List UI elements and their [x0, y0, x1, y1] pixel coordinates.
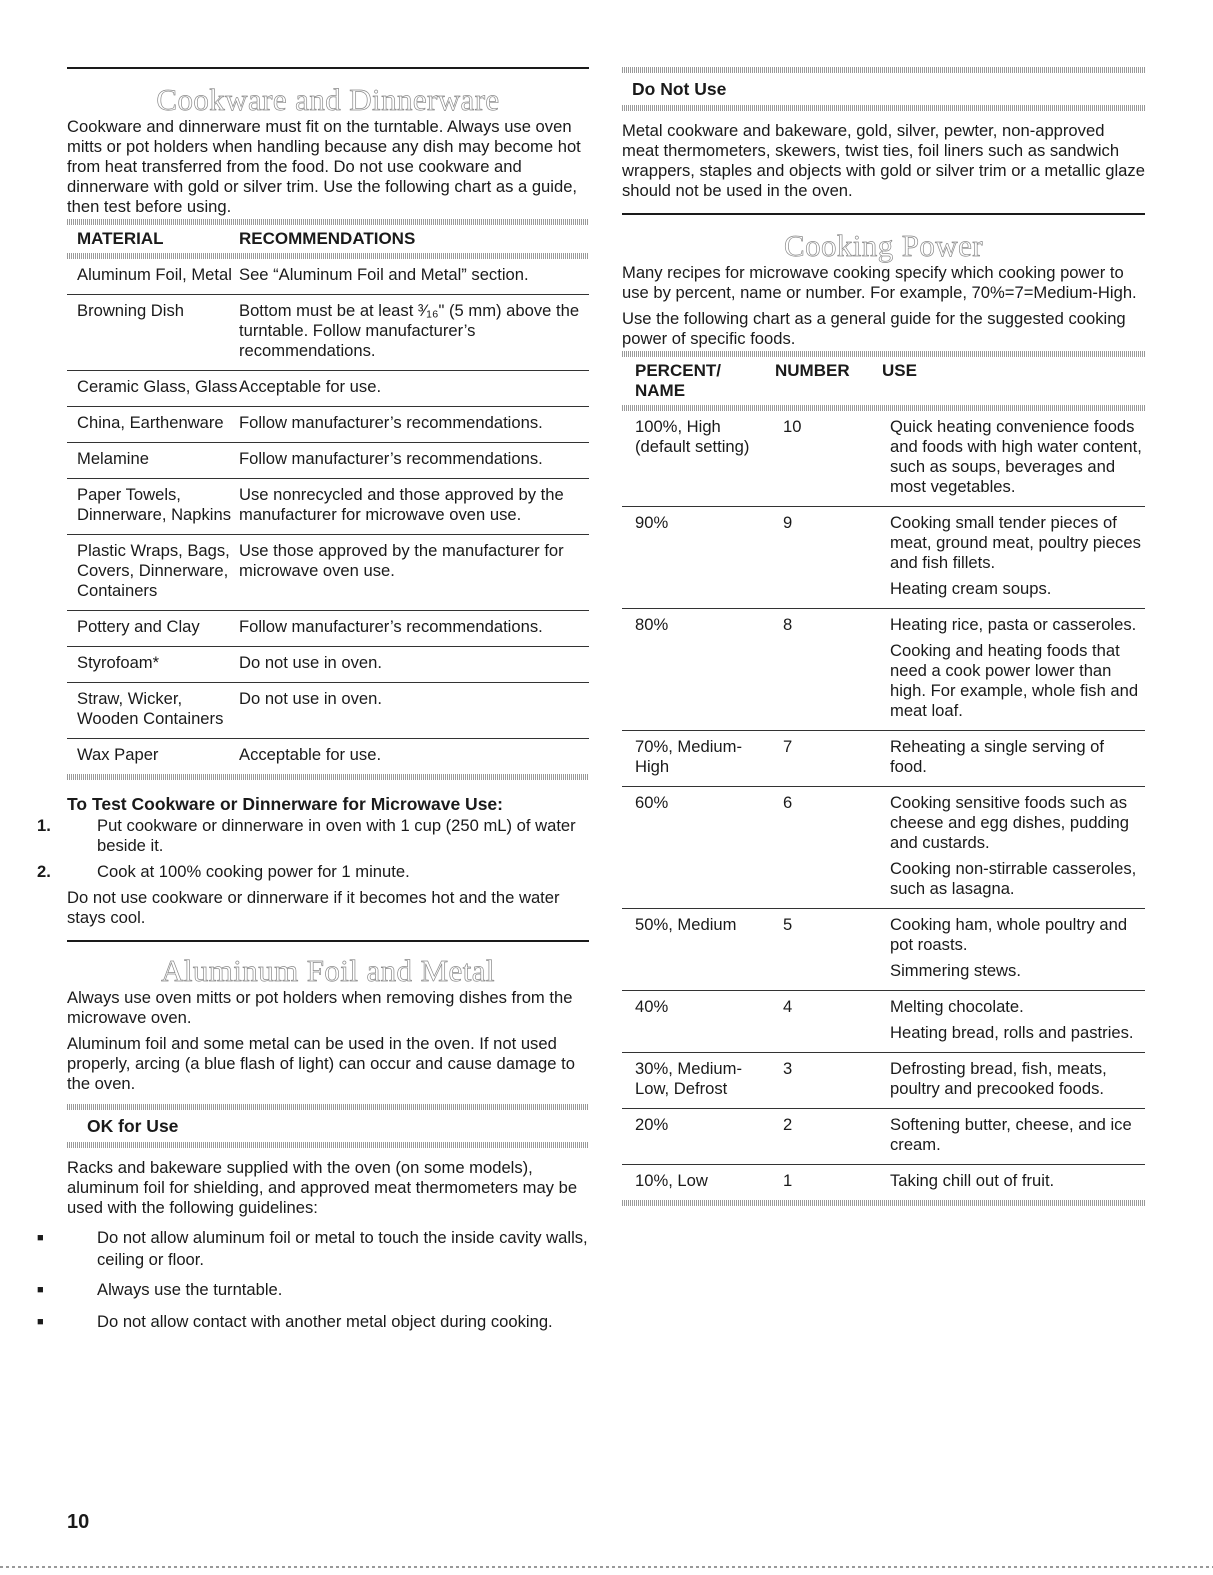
use-cell: [890, 507, 1145, 609]
dotted-rule: [622, 351, 1145, 357]
table-row: [67, 259, 589, 295]
dotted-rule: [622, 105, 1145, 111]
material-cell: Paper Towels, Dinnerware, Napkins: [77, 485, 232, 524]
dotted-rule: [622, 405, 1145, 411]
table-row: [67, 739, 589, 775]
use-text: Cooking sensitive foods such as cheese and egg dishes, pudding and custards.: [890, 793, 1129, 852]
percent-cell: 50%, Medium: [635, 915, 737, 934]
number-cell: 10: [783, 417, 802, 436]
material-cell: Straw, Wicker, Wooden Containers: [77, 689, 224, 728]
table-row: [622, 1109, 1145, 1165]
table-row: [622, 411, 1145, 507]
use-cell: [890, 909, 1145, 991]
use-text: Cooking non-stirrable casseroles, such as lasagna.: [890, 859, 1137, 898]
number-cell: 6: [783, 793, 793, 812]
number-cell: 7: [783, 737, 793, 756]
table-row: [67, 371, 589, 407]
recommendation-cell: Acceptable for use.: [239, 745, 382, 764]
percent-cell: 40%: [635, 997, 669, 1016]
percent-cell: 30%, Medium-Low, Defrost: [635, 1059, 742, 1098]
percent-cell: 10%, Low: [635, 1171, 708, 1190]
use-text: Cooking small tender pieces of meat, ground meat, poultry pieces and fish fillets.: [890, 513, 1141, 572]
use-text: Cooking and heating foods that need a cook power lower than high. For example, whole fish and meat loaf.: [890, 641, 1139, 720]
ok-bullets: [37, 1228, 589, 1334]
table-row: [67, 295, 589, 371]
test-steps: [37, 816, 589, 882]
use-text: Reheating a single serving of food.: [890, 737, 1105, 776]
test-step: 2. Cook at 100% cooking power for 1 minute.: [37, 862, 410, 881]
header-use: USE: [882, 361, 917, 380]
header-recommendations: RECOMMENDATIONS: [239, 229, 416, 248]
page-bottom-edge: [0, 1566, 1213, 1568]
use-cell: [890, 991, 1145, 1053]
ok-heading: OK for Use: [87, 1116, 179, 1136]
dotted-rule: [67, 774, 589, 780]
cooking-power-p1: Many recipes for microwave cooking specify which cooking power to use by percent, name or number. For example, 70%=7=Medium-High.: [622, 263, 1137, 302]
percent-cell: 80%: [635, 615, 669, 634]
use-text: Defrosting bread, fish, meats, poultry and precooked foods.: [890, 1059, 1107, 1098]
recommendation-cell: Use nonrecycled and those approved by the manufacturer for microwave oven use.: [239, 485, 564, 524]
table-header: [67, 225, 589, 253]
cooking-power-p2: Use the following chart as a general guide for the suggested cooking power of specific foods.: [622, 309, 1126, 348]
table-row: [67, 611, 589, 647]
material-cell: Melamine: [77, 449, 149, 468]
cooking-power-header: [622, 357, 1145, 405]
use-cell: [890, 411, 1145, 507]
percent-cell: 20%: [635, 1115, 669, 1134]
aluminum-title: Aluminum Foil and Metal: [161, 953, 495, 988]
use-text: Taking chill out of fruit.: [890, 1171, 1055, 1190]
recommendation-cell: Acceptable for use.: [239, 377, 382, 396]
test-heading: To Test Cookware or Dinnerware for Microwave Use:: [67, 794, 503, 814]
number-cell: 5: [783, 915, 793, 934]
table-row: [622, 991, 1145, 1053]
recommendation-cell: Do not use in oven.: [239, 653, 382, 672]
section-rule: [622, 213, 1145, 215]
cookware-table: [67, 225, 589, 253]
cooking-power-rows: [622, 411, 1145, 1200]
dotted-rule: [67, 253, 589, 259]
cookware-intro: Cookware and dinnerware must fit on the turntable. Always use oven mitts or pot holders when handling because any dish may become hot from heat transferred from the food. Do not use cookware and dinnerware with gold or silver trim. Use the following chart as a guide, then test before using.: [67, 117, 581, 216]
dotted-rule: [622, 67, 1145, 73]
number-cell: 1: [783, 1171, 793, 1190]
list-item: ■ Always use the turntable.: [37, 1280, 283, 1299]
material-cell: Styrofoam*: [77, 653, 160, 672]
table-row: [622, 787, 1145, 909]
table-row: [622, 1165, 1145, 1201]
number-cell: 2: [783, 1115, 793, 1134]
use-cell: [890, 1053, 1145, 1109]
do-not-use-heading: Do Not Use: [632, 79, 727, 99]
material-cell: Aluminum Foil, Metal: [77, 265, 232, 284]
use-cell: [890, 1109, 1145, 1165]
dotted-rule: [67, 1142, 589, 1148]
dotted-rule: [622, 1200, 1145, 1206]
right-column: [622, 0, 1145, 1206]
cookware-title: Cookware and Dinnerware: [156, 82, 500, 117]
recommendation-cell: Follow manufacturer’s recommendations.: [239, 449, 543, 468]
aluminum-p2: Aluminum foil and some metal can be used in the oven. If not used properly, arcing (a blue flash of light) can occur and cause damage to the oven.: [67, 1034, 575, 1093]
table-row: [622, 1053, 1145, 1109]
recommendation-cell: Follow manufacturer’s recommendations.: [239, 413, 543, 432]
list-item: ■ Do not allow aluminum foil or metal to touch the inside cavity walls, ceiling or floor.: [37, 1228, 588, 1269]
material-cell: China, Earthenware: [77, 413, 224, 432]
use-text: Heating rice, pasta or casseroles.: [890, 615, 1137, 634]
use-cell: [890, 731, 1145, 787]
recommendation-cell: Do not use in oven.: [239, 689, 382, 708]
ok-text: Racks and bakeware supplied with the oven (on some models), aluminum foil for shielding, and approved meat thermometers may be used with the following guidelines:: [67, 1158, 578, 1217]
table-row: [67, 535, 589, 611]
use-cell: [890, 609, 1145, 731]
use-text: Simmering stews.: [890, 961, 1021, 980]
percent-cell: 100%, High (default setting): [635, 417, 750, 456]
dotted-rule: [67, 1104, 589, 1110]
bullet-icon: ■: [37, 1284, 44, 1296]
use-text: Heating bread, rolls and pastries.: [890, 1023, 1134, 1042]
table-header: [622, 357, 1145, 405]
use-cell: [890, 787, 1145, 909]
cooking-power-title: Cooking Power: [784, 228, 983, 263]
table-row: [67, 443, 589, 479]
percent-cell: 70%, Medium-High: [635, 737, 742, 776]
use-cell: [890, 1165, 1145, 1201]
aluminum-p1: Always use oven mitts or pot holders when removing dishes from the microwave oven.: [67, 988, 573, 1027]
header-material: MATERIAL: [77, 229, 164, 248]
material-cell: Pottery and Clay: [77, 617, 200, 636]
table-row: [67, 479, 589, 535]
use-text: Cooking ham, whole poultry and pot roasts.: [890, 915, 1128, 954]
percent-cell: 60%: [635, 793, 669, 812]
percent-cell: 90%: [635, 513, 669, 532]
number-cell: 9: [783, 513, 793, 532]
cookware-rows: [67, 259, 589, 774]
bullet-icon: ■: [37, 1316, 44, 1328]
use-text: Quick heating convenience foods and foods with high water content, such as soups, beverages and most vegetables.: [890, 417, 1142, 496]
dotted-rule: [67, 219, 589, 225]
use-text: Heating cream soups.: [890, 579, 1052, 598]
section-rule: [67, 67, 589, 69]
number-cell: 3: [783, 1059, 793, 1078]
table-row: [622, 507, 1145, 609]
material-cell: Plastic Wraps, Bags, Covers, Dinnerware, Containers: [77, 541, 230, 600]
test-step: 1. Put cookware or dinnerware in oven with 1 cup (250 mL) of water beside it.: [37, 816, 576, 855]
table-row: [622, 731, 1145, 787]
test-note: Do not use cookware or dinnerware if it becomes hot and the water stays cool.: [67, 888, 560, 927]
header-percent: PERCENT/ NAME: [635, 361, 721, 400]
material-cell: Ceramic Glass, Glass: [77, 377, 238, 396]
do-not-use-text: Metal cookware and bakeware, gold, silver, pewter, non-approved meat thermometers, skewers, twist ties, foil liners such as sandwich wrappers, staples and objects with gold or silver trim or a metallic glaze should not be used in the oven.: [622, 121, 1145, 200]
use-text: Melting chocolate.: [890, 997, 1024, 1016]
material-cell: Wax Paper: [77, 745, 159, 764]
table-row: [622, 609, 1145, 731]
page-number: 10: [67, 1511, 90, 1533]
table-row: [622, 909, 1145, 991]
number-cell: 4: [783, 997, 793, 1016]
use-text: Softening butter, cheese, and ice cream.: [890, 1115, 1132, 1154]
table-row: [67, 647, 589, 683]
section-rule: [67, 940, 589, 942]
list-item: ■ Do not allow contact with another metal object during cooking.: [37, 1312, 553, 1331]
table-row: [67, 683, 589, 739]
header-number: NUMBER: [775, 361, 850, 380]
material-cell: Browning Dish: [77, 301, 184, 320]
left-column: [37, 0, 589, 1334]
recommendation-cell: Follow manufacturer’s recommendations.: [239, 617, 543, 636]
recommendation-cell: See “Aluminum Foil and Metal” section.: [239, 265, 529, 284]
table-row: [67, 407, 589, 443]
number-cell: 8: [783, 615, 793, 634]
recommendation-cell: Bottom must be at least ³⁄₁₆" (5 mm) above the turntable. Follow manufacturer’s recommendations.: [239, 301, 580, 360]
bullet-icon: ■: [37, 1232, 44, 1244]
recommendation-cell: Use those approved by the manufacturer for microwave oven use.: [239, 541, 564, 580]
